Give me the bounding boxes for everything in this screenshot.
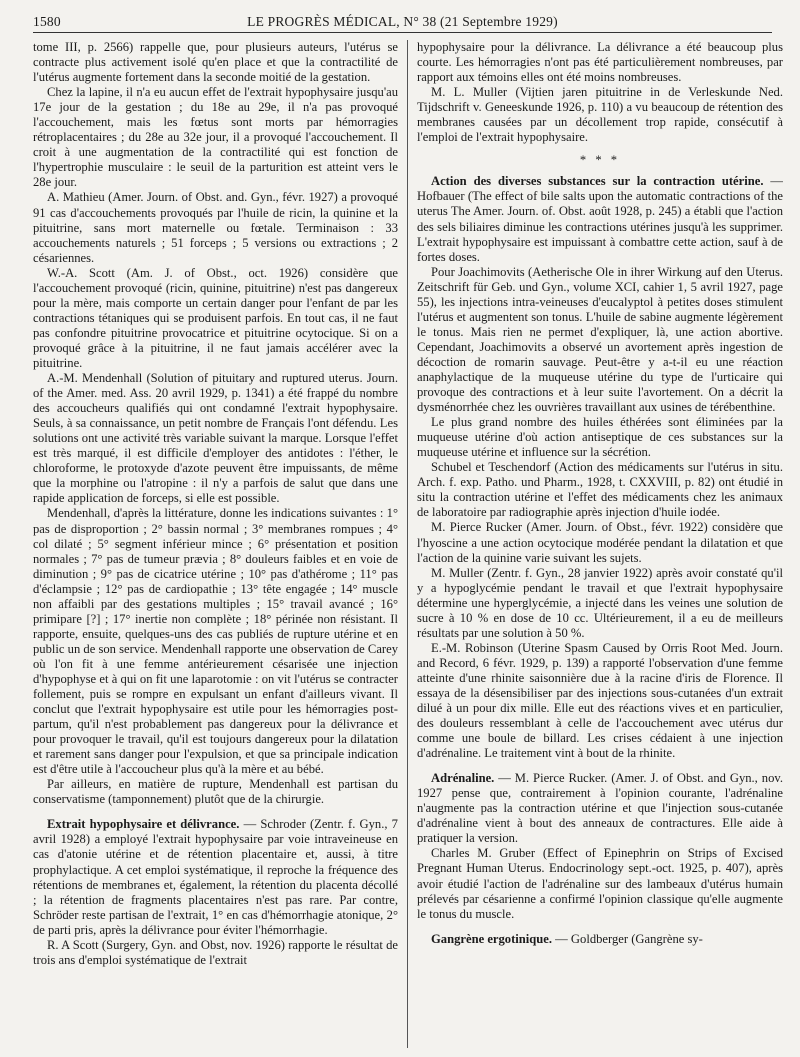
section-heading: Action des diverses substances sur la contraction utérine.	[431, 174, 764, 189]
section-body: — Hofbauer (The effect of bile salts upon the automatic contractions of the uterus The Amer. Journ. of. Obst. août 1928, p. 245) a établi que l'action des sels biliaires diminue les contractions utérines jusqu'à les supprimer. L'extrait hypophysaire est impuissant à combattre cette action, sauf à de fortes doses.	[417, 174, 783, 264]
paragraph: M. Pierce Rucker (Amer. Journ. of Obst., févr. 1922) considère que l'hyoscine a une action ocytocique modérée pendant la dilatation et que l'action de la quinine varie suivant les sujets.	[417, 520, 783, 565]
right-column	[417, 40, 783, 1052]
paragraph: hypophysaire pour la délivrance. La délivrance a été beaucoup plus courte. Les hémorragies n'ont pas été particulièrement nombreuses, par rapport aux témoins elles ont été moins nombreuses.	[417, 40, 783, 85]
section-heading: Gangrène ergotinique.	[431, 931, 553, 946]
paragraph: Chez la lapine, il n'a eu aucun effet de l'extrait hypophysaire jusqu'au 17e jour de la gestation ; du 18e au 29e, il n'a pas provoqué l'accouchement, mais les fœtus sont morts par hémorragies rétroplacentaires ; du 28e au 32e jour, il a provoqué l'accouchement. Il croit à une augmentation de la contractilité qui est fonction de l'hypertrophie musculaire : le seuil de la parturition est atteint vers le 28e jour.	[33, 85, 398, 190]
paragraph: A.-M. Mendenhall (Solution of pituitary and ruptured uterus. Journ. of the Amer. med. Ass. 20 avril 1929, p. 1341) a été frappé du nombre des accoucheurs qualifiés qui ont condamné l'extrait hypophysaire. Seuls, à sa connaissance, un petit nombre de Français l'ont défendu. Les solutions ont une activité très variable suivant la marque. Lorsque l'effet est très marqué, il est difficile d'employer des antidotes : l'éther, le chloroforme, le protoxyde d'azote peuvent être impuissants, de même que la morphine ou l'atropine : il n'y a parfois de salut que dans une rapide application de forceps, si elle est possible.	[33, 371, 398, 506]
paragraph: Schubel et Teschendorf (Action des médicaments sur l'utérus in situ. Arch. f. exp. Patho. und Pharm., 1928, t. CXXVIII, p. 82) ont étudié in situ la contraction utérine et l'effet des médicaments chez les animaux de laboratoire par radiographie après injection d'huile iodée.	[417, 460, 783, 520]
section-paragraph	[417, 932, 783, 947]
paragraph: W.-A. Scott (Am. J. of Obst., oct. 1926) considère que l'accouchement provoqué (ricin, quinine, pituitrine) n'est pas dangereux pour la mère, mais comporte un certain danger pour l'enfant de par les contractions tétaniques qui se produisent parfois. En tout cas, il ne faut pas confondre pituitrine provocatrice et pituitrine ocytocique. Si on a provoqué grâce à la pituitrine, il ne faut jamais accélérer avec la pituitrine.	[33, 265, 398, 370]
paragraph: Mendenhall, d'après la littérature, donne les indications suivantes : 1° pas de disproportion ; 2° bassin normal ; 3° membranes rompues ; 4° col dilaté ; 5° segment inférieur mince ; 6° présentation et position normales ; 7° pas de tumeur prævia ; 8° douleurs faibles et en voie de diminution ; 9° pas de cicatrice utérine ; 10° pas d'athérome ; 11° pas d'éclampsie ; 12° pas de cardiopathie ; 13° tête engagée ; 14° muscle non affaibli par des gestations multiples ; 15° travail avancé ; 16° primipare [?] ; 17° inertie non complète ; 18° périnée non résistant. Il rapporte, ensuite, quelques-uns des cas publiés de rupture utérine et en public un de son service. Mendenhall rapporte une observation de Carey où l'on fit à une femme antérieurement césarisée une injection d'hypophyse et à qui on fit une laparotomie : on vit l'utérus se contracter follement, puis se rompre en expulsant un enfant d'ailleurs vivant. Il conclut que l'extrait hypophysaire est utile pour les hémorragies post-partum, qu'il n'est probablement pas dangereux pour la délivrance et pour provoquer le travail, qu'il est toujours dangereux pour la dilatation et rarement sans danger pour l'expulsion, et que sa principale indication est d'être utile à l'accoucheur plus qu'à la mère et au bébé.	[33, 506, 398, 777]
section-body: — Schroder (Zentr. f. Gyn., 7 avril 1928) a employé l'extrait hypophysaire par voie intraveineuse en cas d'atonie utérine et de rétention placentaire et, aussi, à titre prophylactique. A cet emploi systématique, il reproche la fréquence des rétentions de membranes et, également, la rétention du placenta décollé ; la rétention de fragments placentaires n'est pas rare. Par contre, Schröder reste partisan de l'extrait, 1° en cas d'hémorrhagie atonique, 2° de parti pris, après la délivrance pour éviter l'hémorrhagie.	[33, 817, 398, 937]
section-paragraph	[417, 771, 783, 846]
section-heading: Adrénaline.	[431, 771, 495, 786]
section-heading: Extrait hypophysaire et délivrance.	[47, 817, 240, 832]
section-body: — Goldberger (Gangrène sy-	[552, 931, 703, 946]
paragraph: Par ailleurs, en matière de rupture, Mendenhall est partisan du conservatisme (tamponnement) plutôt que de la chirurgie.	[33, 777, 398, 807]
paragraph: R. A Scott (Surgery, Gyn. and Obst, nov. 1926) rapporte le résultat de trois ans d'emploi systématique de l'extrait	[33, 937, 398, 967]
paragraph: M. L. Muller (Vijtien jaren pituitrine in de Verleskunde Ned. Tijdschrift v. Geneeskunde 1926, p. 110) a vu beaucoup de rétention des membranes causées par un décollement trop rapide, consécutif à l'emploi de l'extrait hypophysaire.	[417, 85, 783, 145]
page-number: 1580	[33, 14, 61, 29]
paragraph: Le plus grand nombre des huiles éthérées sont éliminées par la muqueuse utérine d'où action antiseptique de ces substances sur la muqueuse utérine et influence sur la sécrétion.	[417, 415, 783, 460]
paragraph: A. Mathieu (Amer. Journ. of Obst. and. Gyn., févr. 1927) a provoqué 91 cas d'accouchements provoqués par l'huile de ricin, la quinine et la pituitrine, sans mort maternelle ou fœtale. Terminaison : 33 accouchements naturels ; 51 forceps ; 5 versions ou extractions ; 2 césariennes.	[33, 190, 398, 265]
page-header	[33, 12, 772, 33]
section-paragraph	[33, 817, 398, 937]
paragraph: tome III, p. 2566) rappelle que, pour plusieurs auteurs, l'utérus se contracte plus activement isolé qu'en place et que la contractilité de l'utérus augmente fortement dans la seconde moitié de la gestation.	[33, 40, 398, 85]
section-paragraph	[417, 174, 783, 264]
paragraph: M. Muller (Zentr. f. Gyn., 28 janvier 1922) après avoir constaté qu'il y a hypoglycémie pendant le travail et que l'extrait hypophysaire détermine une hyperglycémie, a injecté dans les veines une solution de sucre à 10 % en dose de 10 cc. Ultérieurement, il a eu de meilleurs résultats par une solution à 50 %.	[417, 565, 783, 640]
left-column	[33, 40, 398, 1052]
paragraph: Charles M. Gruber (Effect of Epinephrin on Strips of Excised Pregnant Human Uterus. Endocrinology sept.-oct. 1925, p. 407), après avoir étudié l'action de l'adrénaline sur des lambeaux d'utérus humain prélevés par césarienne a confirmé l'opinion classique qu'elle augmente le tonus du muscle.	[417, 846, 783, 921]
section-separator: * * *	[579, 153, 621, 168]
journal-title: LE PROGRÈS MÉDICAL, N° 38 (21 Septembre 1929)	[247, 14, 558, 29]
column-divider	[407, 40, 408, 1048]
paragraph: Pour Joachimovits (Aetherische Ole in ihrer Wirkung auf den Uterus. Zeitschrift für Geb. und Gyn., volume XCI, cahier 1, 5 avril 1927, page 55), les injections intra-veineuses d'eucalyptol à petites doses stimulent l'utérus et augmentent son tonus. L'huile de sabine augmente légèrement le tonus. Mais rien ne permet d'expliquer, là, une action abortive. Cependant, Joachimovits a observé un avortement après ingestion de décoction de romarin sauvage. Peut-être y a-t-il eu une réaction anaphylactique de la muqueuse utérine du type de l'urticaire qui provoque des contractions et à leur suite l'avortement. On a décrit la dysménorrhée chez les ouvrières travaillant aux usines de térébenthine.	[417, 264, 783, 415]
paragraph: E.-M. Robinson (Uterine Spasm Caused by Orris Root Med. Journ. and Record, 6 févr. 1929, p. 139) a rapporté l'observation d'une femme atteinte d'une rhinite saisonnière due à la racine d'iris de Florence. Il essaya de la désensibiliser par des injections sous-cutanées d'un extrait dilué à un pour dix mille. Elle eut des réactions vives et en particulier, des douleurs ressemblant à celle de l'accouchement avec utérus dur comme une boule de billard. Les crises cédaient à une injection d'adrénaline. Le traitement vint à bout de la rhinite.	[417, 640, 783, 761]
section-body: — M. Pierce Rucker. (Amer. J. of Obst. and Gyn., nov. 1927 pense que, contrairement à l'opinion courante, l'adrénaline n'augmente pas la contraction utérine et que l'injection sous-cutanée d'adrénaline vient à bout des anneaux de contractures. Elle aide à pratiquer la version.	[417, 771, 783, 846]
